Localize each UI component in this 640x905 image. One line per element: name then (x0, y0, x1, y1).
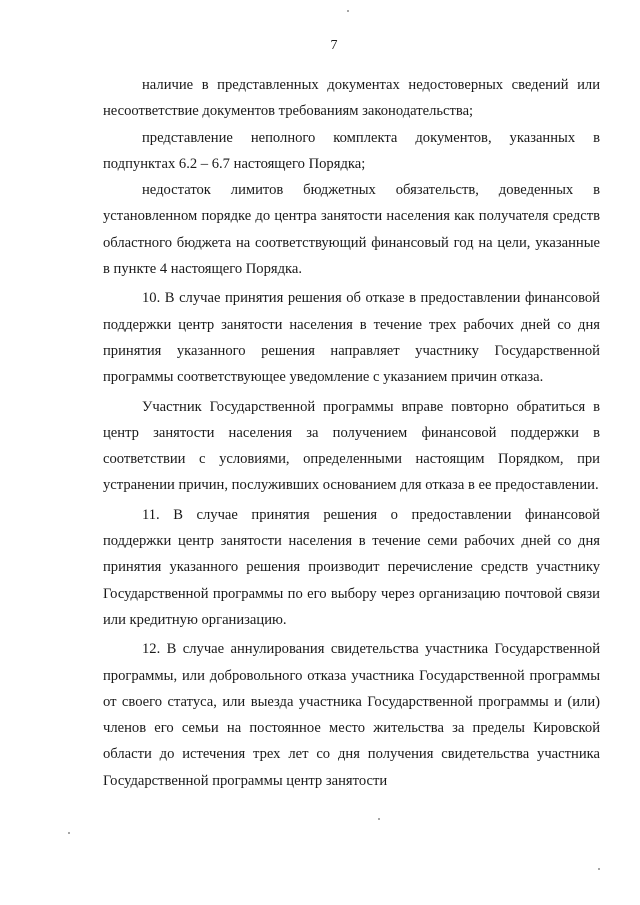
paragraph-repeat-application: Участник Государственной программы вправе повторно обратиться в центр занятости населения за получением финансовой поддержки в соответствии с условиями, определенными настоящим Порядком, при устранении причин, послуживших основанием для отказа в ее предоставлении. (103, 398, 600, 494)
paragraph-clause-11: 11. В случае принятия решения о предоставлении финансовой поддержки центр занятости населения в течение семи рабочих дней со дня принятия указанного решения производит перечисление средств участнику Государственной программы по его выбору через организацию почтовой связи или кредитную организацию. (103, 506, 600, 628)
paragraph-invalid-documents: наличие в представленных документах недостоверных сведений или несоответствие документов требованиям законодательства; (103, 77, 600, 120)
paragraph-clause-12: 12. В случае аннулирования свидетельства участника Государственной программы, или добровольного отказа участника Государственной программы от своего статуса, или выезда участника Государственной программы и (или) членов его семьи на постоянное место жительства за пределы Кировской области до истечения трех лет со дня получения свидетельства участника Государственной программы центр занятости (103, 641, 600, 789)
scan-speck (378, 818, 380, 820)
scan-speck (347, 10, 349, 12)
scan-speck (598, 868, 600, 870)
document-body (103, 72, 600, 794)
scan-speck (68, 832, 70, 834)
paragraph-budget-limits: недостаток лимитов бюджетных обязательств, доведенных в установленном порядке до центра занятости населения как получателя средств областного бюджета на соответствующий финансовый год на цели, указанные в пункте 4 настоящего Порядка. (103, 182, 600, 278)
page-number: 7 (330, 38, 338, 53)
paragraph-clause-10: 10. В случае принятия решения об отказе в предоставлении финансовой поддержки центр занятости населения в течение трех рабочих дней со дня принятия указанного решения направляет участнику Государственной программы соответствующее уведомление с указанием причин отказа. (103, 290, 600, 386)
paragraph-incomplete-documents: представление неполного комплекта документов, указанных в подпунктах 6.2 – 6.7 настоящего Порядка; (103, 129, 600, 172)
